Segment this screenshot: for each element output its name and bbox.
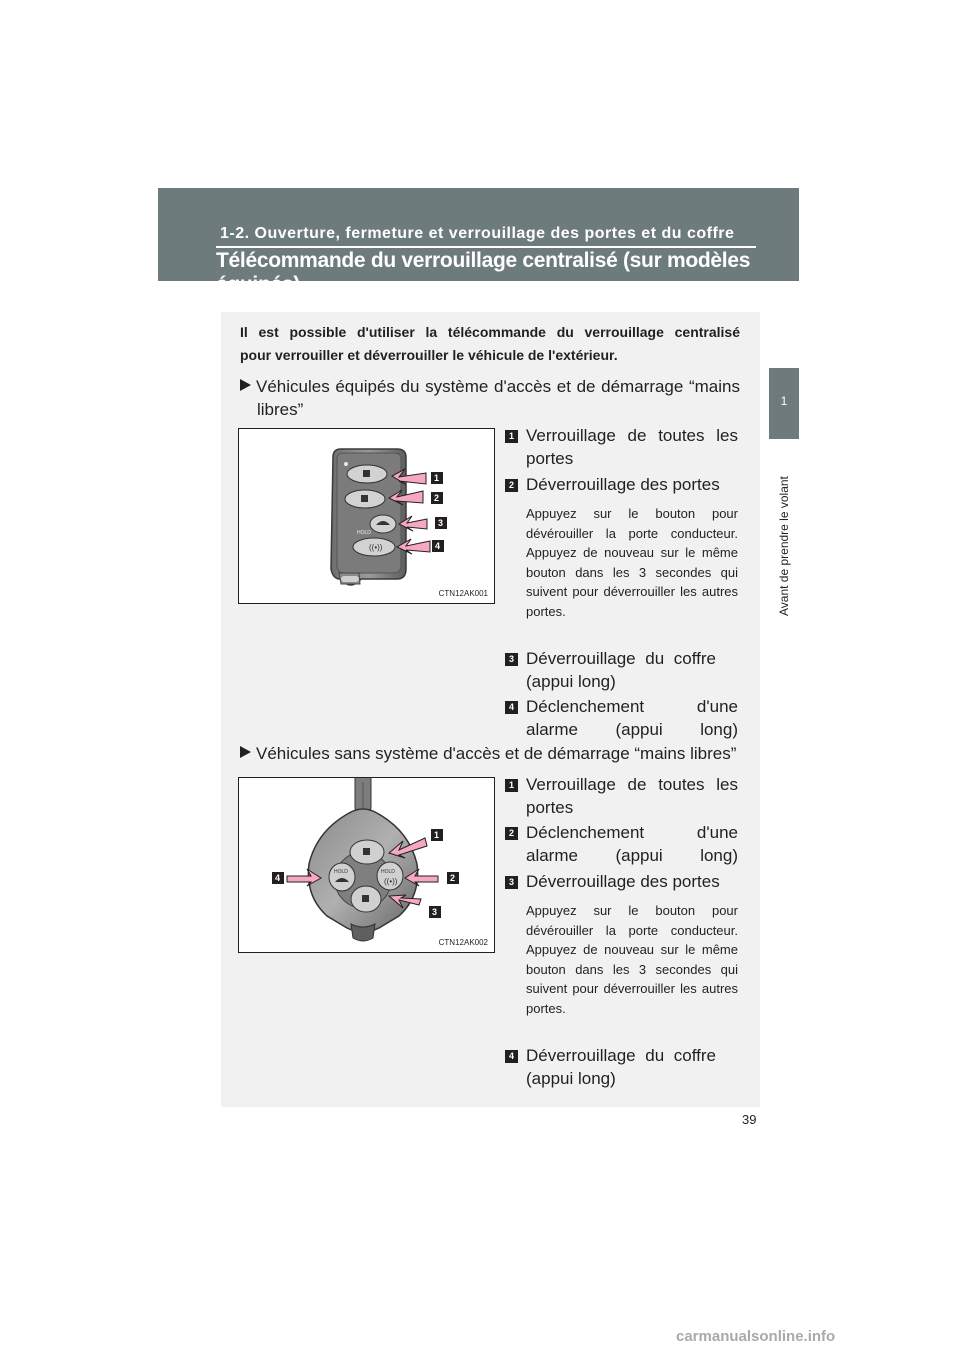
- remote-key-illustration: [239, 778, 496, 954]
- section1-heading-line1: Véhicules équipés du système d'accès et de démarrage “mains: [256, 377, 740, 396]
- s2-item-3-desc: Appuyez sur le bouton pour dévérouiller la porte conducteur. Appuyez de nouveau sur le même bouton dans les 3 secondes qui suivent pour déverrouiller les autres portes.: [526, 903, 738, 1016]
- callout-3: 3: [432, 907, 438, 917]
- remote-key-figure: [238, 777, 495, 953]
- callout-1: 1: [434, 473, 440, 483]
- intro-paragraph: [240, 321, 740, 367]
- figure-code: CTN12AK002: [438, 938, 488, 947]
- s1-item-1-title: Verrouillage de toutes les portes: [526, 426, 738, 468]
- section1-heading: [240, 375, 740, 421]
- s1-item-1: [505, 424, 738, 470]
- callout-4: 4: [275, 873, 281, 883]
- s2-item-4-number: 4: [505, 1050, 518, 1063]
- s1-item-4-title: Déclenchement d'une alarme (appui long): [526, 697, 738, 739]
- s1-item-2-desc: Appuyez sur le bouton pour dévérouiller la porte conducteur. Appuyez de nouveau sur le même bouton dans les 3 secondes qui suivent pour déverrouiller les autres portes.: [526, 506, 738, 619]
- s1-item-3-title: Déverrouillage du coffre (appui long): [526, 649, 716, 691]
- callout-1: 1: [434, 830, 440, 840]
- triangle-bullet-icon: [240, 379, 251, 391]
- callout-4: 4: [435, 541, 441, 551]
- intro-line-2: pour verrouiller et déverrouiller le véhicule de l'extérieur.: [240, 347, 618, 363]
- s2-item-3: [505, 870, 738, 1018]
- chapter-label: Avant de prendre le volant: [777, 476, 791, 616]
- intro-line-1: Il est possible d'utiliser la télécommande du verrouillage centralisé: [240, 324, 740, 340]
- s2-item-4: [505, 1044, 738, 1090]
- chapter-tab: [769, 368, 799, 439]
- page-title: Télécommande du verrouillage centralisé (sur modèles équipés): [216, 249, 751, 296]
- section-subtitle: 1-2. Ouverture, fermeture et verrouillage des portes et du coffre: [220, 225, 735, 242]
- s1-item-4: [505, 695, 738, 741]
- section-header: [158, 188, 799, 296]
- s1-item-1-number: 1: [505, 430, 518, 443]
- chapter-number: 1: [780, 394, 788, 408]
- s2-item-2: [505, 821, 738, 867]
- s2-item-2-number: 2: [505, 827, 518, 840]
- s2-item-3-number: 3: [505, 876, 518, 889]
- callout-3: 3: [438, 518, 444, 528]
- s1-item-3: [505, 647, 738, 693]
- s2-item-3-title: Déverrouillage des portes: [526, 872, 720, 891]
- header-rule: [216, 246, 756, 248]
- s1-item-2: [505, 473, 738, 621]
- smart-key-figure: [238, 428, 495, 604]
- svg-text:((•)): ((•)): [384, 877, 398, 886]
- s2-item-4-title: Déverrouillage du coffre (appui long): [526, 1046, 716, 1088]
- s1-item-3-number: 3: [505, 653, 518, 666]
- smart-key-illustration: [239, 429, 496, 605]
- chapter-side-label: [774, 446, 794, 621]
- section2-heading: [240, 742, 740, 765]
- s2-item-2-title: Déclenchement d'une alarme (appui long): [526, 823, 738, 865]
- s2-item-1: [505, 773, 738, 819]
- section1-heading-line2: libres”: [257, 400, 304, 419]
- callout-2: 2: [450, 873, 456, 883]
- s2-item-1-title: Verrouillage de toutes les portes: [526, 775, 738, 817]
- hold-label-left: HOLD: [334, 869, 348, 875]
- s2-item-1-number: 1: [505, 779, 518, 792]
- s1-item-2-number: 2: [505, 479, 518, 492]
- s1-item-4-number: 4: [505, 701, 518, 714]
- svg-text:((•)): ((•)): [369, 543, 383, 552]
- page-number: 39: [742, 1112, 757, 1127]
- section2-heading-text: Véhicules sans système d'accès et de démarrage “mains libres”: [256, 744, 737, 763]
- hold-label-right: HOLD: [381, 869, 395, 875]
- s1-item-2-title: Déverrouillage des portes: [526, 475, 720, 494]
- callout-2: 2: [434, 493, 440, 503]
- triangle-bullet-icon: [240, 746, 251, 758]
- hold-label: HOLD: [357, 530, 371, 536]
- watermark-text: carmanualsonline.info: [676, 1328, 836, 1345]
- figure-code: CTN12AK001: [438, 589, 488, 598]
